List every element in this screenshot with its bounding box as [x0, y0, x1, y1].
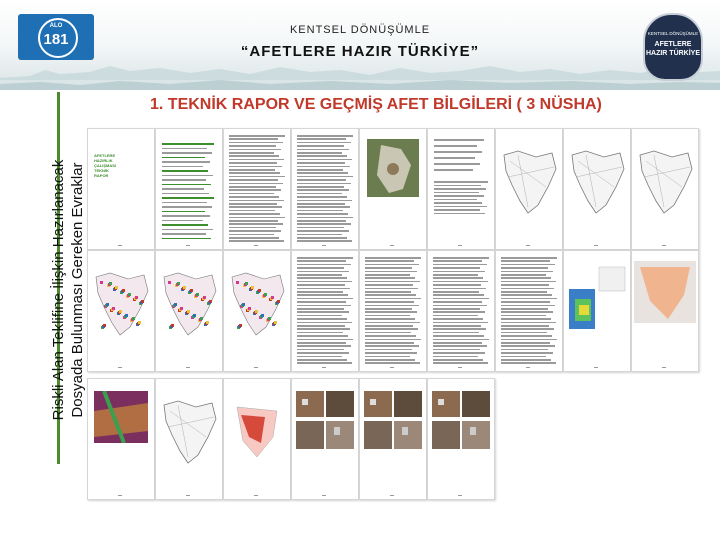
page-city-photo — [291, 378, 359, 500]
page-geology-map — [563, 250, 631, 372]
alo-181-logo: ALO 181 — [18, 14, 94, 60]
page-number-mark — [458, 245, 462, 246]
page-number-mark — [118, 495, 122, 496]
page-number-mark — [594, 245, 598, 246]
page-building-map-1 — [87, 250, 155, 372]
page-number-mark — [186, 367, 190, 368]
cover-title: AFETLERE HAZIRLIK ÇALIŞMASI TEKNİK RAPOR — [94, 153, 116, 178]
page-text-1 — [223, 128, 291, 250]
page-number-mark — [458, 367, 462, 368]
page-number-mark — [186, 245, 190, 246]
page-number-mark — [322, 495, 326, 496]
page-number-mark — [118, 367, 122, 368]
page-number-mark — [390, 367, 394, 368]
page-text-3 — [291, 250, 359, 372]
page-house-photos-2 — [427, 378, 495, 500]
afetlere-hazir-turkiye-badge: KENTSEL DÖNÜŞÜMLE AFETLERE HAZIR TÜRKİYE — [643, 13, 703, 81]
page-number-mark — [662, 245, 666, 246]
page-building-map-2 — [155, 250, 223, 372]
header-banner — [0, 0, 720, 80]
page-hazard-map — [223, 378, 291, 500]
page-number-mark — [322, 367, 326, 368]
page-form — [427, 128, 495, 250]
page-satellite-photo — [359, 128, 427, 250]
page-number-mark — [526, 367, 530, 368]
page-boundary-map-3 — [155, 378, 223, 500]
city-skyline-graphic — [0, 62, 720, 90]
page-boundary-map-1 — [495, 128, 563, 250]
side-title: Riskli Alan Teklifine İlişkin Hazırlanacak Dosyada Bulunması Gereken Evraklar — [50, 159, 86, 421]
page-number-mark — [118, 245, 122, 246]
header-title: “AFETLERE HAZIR TÜRKİYE” — [240, 43, 480, 60]
page-number-mark — [526, 245, 530, 246]
page-building-map-3 — [223, 250, 291, 372]
section-title: 1. TEKNİK RAPOR VE GEÇMİŞ AFET BİLGİLERİ ( 3 NÜSHA) — [150, 96, 602, 113]
page-slope-map — [631, 250, 699, 372]
page-number-mark — [254, 245, 258, 246]
page-number-mark — [458, 495, 462, 496]
page-boundary-map-2 — [563, 128, 631, 250]
page-text-2 — [291, 128, 359, 250]
page-text-6 — [495, 250, 563, 372]
page-text-4 — [359, 250, 427, 372]
page-number-mark — [594, 367, 598, 368]
header-subtitle: KENTSEL DÖNÜŞÜMLE — [289, 24, 431, 36]
page-cover — [87, 128, 155, 250]
page-number-mark — [254, 367, 258, 368]
page-number-mark — [186, 495, 190, 496]
page-number-mark — [390, 245, 394, 246]
page-number-mark — [254, 495, 258, 496]
page-contents — [155, 128, 223, 250]
page-number-mark — [390, 495, 394, 496]
page-street-map — [631, 128, 699, 250]
page-number-mark — [662, 367, 666, 368]
page-house-photos-1 — [359, 378, 427, 500]
page-number-mark — [322, 245, 326, 246]
page-text-5 — [427, 250, 495, 372]
page-risk-photo — [87, 378, 155, 500]
